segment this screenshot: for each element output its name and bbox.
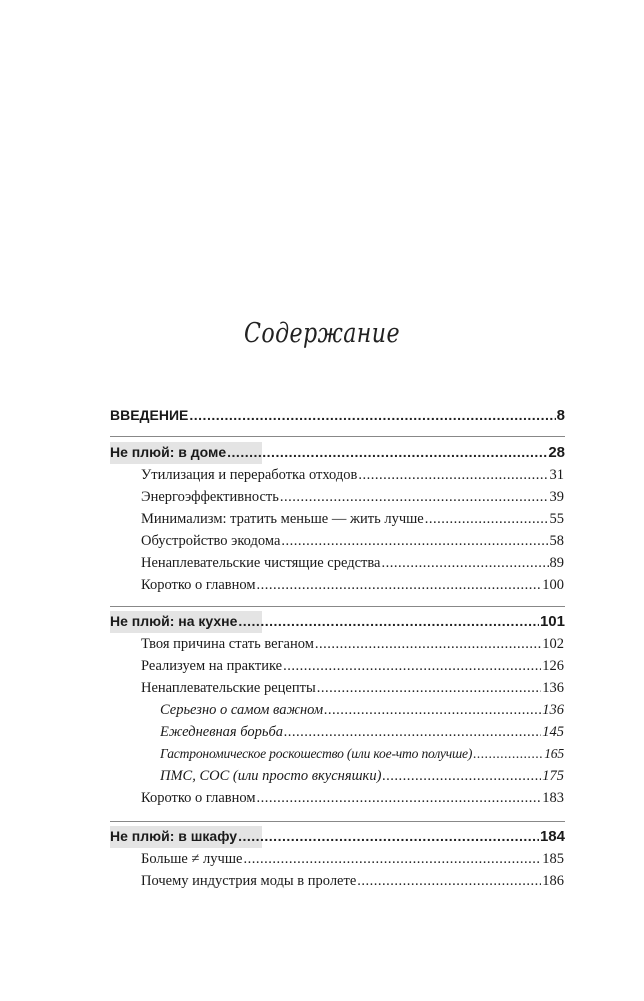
toc-subentry-page: 165 <box>544 746 564 761</box>
toc-part-label: Не плюй: на кухне <box>110 613 238 629</box>
toc-subentry-page: 136 <box>542 702 564 718</box>
toc-entry[interactable] <box>141 658 564 678</box>
toc-entry-page: 136 <box>542 680 564 696</box>
toc-entry-label: Твоя причина стать веганом <box>141 636 314 652</box>
dot-leader <box>238 828 539 844</box>
toc-entry[interactable] <box>141 680 564 700</box>
toc-entry-label: Реализуем на практике <box>141 658 283 674</box>
toc-subentry-label: ПМС, СОС (или просто вкусняшки) <box>160 768 382 784</box>
toc-subentry-page: 175 <box>542 768 564 784</box>
dot-leader <box>280 489 549 506</box>
section-divider <box>110 821 565 822</box>
toc-entry-label: Почему индустрия моды в пролете <box>141 873 357 889</box>
toc-entry-page: 185 <box>542 851 564 867</box>
dot-leader <box>381 555 548 572</box>
toc-subentry[interactable] <box>160 724 564 744</box>
dot-leader <box>317 680 542 697</box>
dot-leader <box>315 636 541 653</box>
section-divider <box>110 606 565 607</box>
toc-entry[interactable] <box>141 636 564 656</box>
toc-intro-page: 8 <box>556 407 565 424</box>
toc-entry-page: 126 <box>542 658 564 674</box>
dot-leader <box>284 724 541 741</box>
toc-entry-label: Ненаплевательские чистящие средства <box>141 555 381 571</box>
toc-entry-page: 39 <box>549 489 564 505</box>
toc-part-page: 101 <box>539 613 565 630</box>
toc-entry-page: 55 <box>549 511 564 527</box>
toc-subentry-label: Ежедневная борьба <box>160 724 284 740</box>
toc-entry[interactable] <box>141 467 564 487</box>
section-divider <box>110 436 565 437</box>
toc-entry[interactable] <box>141 851 564 871</box>
toc-entry[interactable] <box>141 555 564 575</box>
toc-entry-page: 58 <box>549 533 564 549</box>
toc-entry-page: 100 <box>542 577 564 593</box>
toc-entry-label: Обустройство экодома <box>141 533 281 549</box>
toc-entry[interactable] <box>141 511 564 531</box>
dot-leader <box>357 873 541 890</box>
toc-subentry-page: 145 <box>542 724 564 740</box>
dot-leader <box>227 444 547 460</box>
dot-leader <box>238 613 539 629</box>
dot-leader <box>257 577 542 594</box>
toc-entry[interactable] <box>141 873 564 893</box>
toc-entry-label: Коротко о главном <box>141 577 256 593</box>
toc-entry[interactable] <box>141 533 564 553</box>
toc-entry-page: 31 <box>549 467 564 483</box>
toc-subentry[interactable] <box>160 702 564 722</box>
dot-leader <box>257 790 542 807</box>
dot-leader <box>243 851 541 868</box>
toc-entry-label: Коротко о главном <box>141 790 256 806</box>
dot-leader <box>382 768 541 785</box>
toc-entry-label: Больше ≠ лучше <box>141 851 243 867</box>
toc-entry-label: Энергоэффективность <box>141 489 279 505</box>
toc-part-label: Не плюй: в доме <box>110 444 227 460</box>
toc-part-label: Не плюй: в шкафу <box>110 828 238 844</box>
toc-entry-page: 186 <box>542 873 564 889</box>
toc-intro-label: ВВЕДЕНИЕ <box>110 407 189 423</box>
toc-subentry[interactable] <box>160 746 564 766</box>
toc-part[interactable] <box>110 611 565 633</box>
toc-subentry[interactable] <box>160 768 564 788</box>
toc-entry[interactable] <box>141 790 564 810</box>
toc-entry-label: Ненаплевательские рецепты <box>141 680 316 696</box>
toc-entry-page: 89 <box>549 555 564 571</box>
toc-subentry-label: Гастрономическое роскошество (или кое-что получше) <box>160 746 473 761</box>
dot-leader <box>189 407 555 423</box>
dot-leader <box>283 658 541 675</box>
dot-leader <box>281 533 548 550</box>
dot-leader <box>358 467 548 484</box>
toc-entry-page: 183 <box>542 790 564 806</box>
dot-leader <box>473 746 543 762</box>
toc-subentry-label: Серьезно о самом важном <box>160 702 324 718</box>
dot-leader <box>425 511 549 528</box>
toc-part-page: 184 <box>539 828 565 845</box>
dot-leader <box>324 702 541 719</box>
toc-entry-label: Утилизация и переработка отходов <box>141 467 358 483</box>
toc-entry[interactable] <box>141 489 564 509</box>
toc-entry-page: 102 <box>542 636 564 652</box>
toc-entry-label: Минимализм: тратить меньше — жить лучше <box>141 511 424 527</box>
toc-part[interactable] <box>110 826 565 848</box>
toc-part-page: 28 <box>548 444 565 461</box>
toc-entry[interactable] <box>141 577 564 597</box>
toc-intro[interactable] <box>110 405 565 427</box>
toc-part[interactable] <box>110 442 565 464</box>
page-title: Содержание <box>243 318 400 349</box>
